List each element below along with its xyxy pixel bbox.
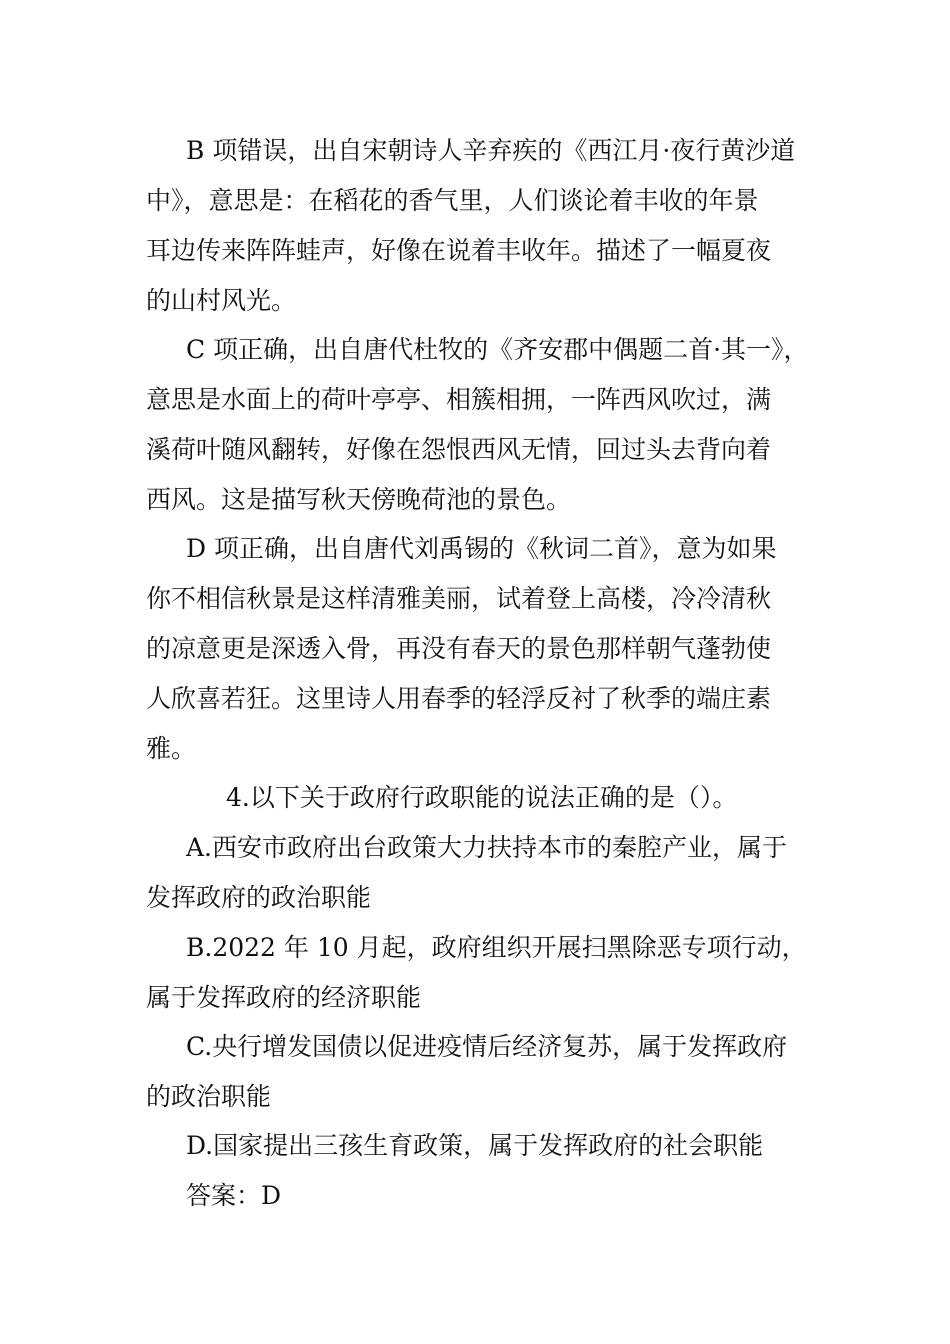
text-line: A.西安市政府出台政策大力扶持本市的秦腔产业，属于	[186, 833, 788, 862]
text-line: 西风。这是描写秋天傍晚荷池的景色。	[146, 485, 572, 514]
text-line: 的凉意更是深透入骨，再没有春天的景色那样朝气蓬勃使	[146, 634, 772, 663]
text-line: 发挥政府的政治职能	[146, 883, 372, 912]
text-line: B 项错误，出自宋朝诗人辛弃疾的《西江月·夜行黄沙道	[186, 136, 796, 165]
text-line: 雅。	[146, 734, 197, 763]
text-line: 人欣喜若狂。这里诗人用春季的轻浮反衬了秋季的端庄素	[146, 684, 772, 713]
text-line: 耳边传来阵阵蛙声，好像在说着丰收年。描述了一幅夏夜	[146, 236, 772, 265]
text-line: C 项正确，出自唐代杜牧的《齐安郡中偶题二首·其一》，	[186, 335, 809, 364]
text-line: D 项正确，出自唐代刘禹锡的《秋词二首》，意为如果	[186, 534, 777, 563]
text-line: 属于发挥政府的经济职能	[146, 983, 422, 1012]
text-line: 4.以下关于政府行政职能的说法正确的是（）。	[226, 783, 738, 812]
text-line: 溪荷叶随风翻转，好像在怨恨西风无情，回过头去背向着	[146, 435, 772, 464]
text-line: D.国家提出三孩生育政策，属于发挥政府的社会职能	[186, 1131, 764, 1160]
text-line: 的山村风光。	[146, 286, 297, 315]
text-line: 的政治职能	[146, 1082, 272, 1111]
text-line: 答案：D	[186, 1181, 282, 1210]
text-line: 中》，意思是：在稻花的香气里，人们谈论着丰收的年景	[146, 186, 759, 215]
text-line: 你不相信秋景是这样清雅美丽，试着登上高楼，冷冷清秋	[146, 584, 772, 613]
text-line: C.央行增发国债以促进疫情后经济复苏，属于发挥政府	[186, 1032, 788, 1061]
text-line: B.2022 年 10 月起，政府组织开展扫黑除恶专项行动，	[186, 933, 807, 962]
text-line: 意思是水面上的荷叶亭亭、相簇相拥，一阵西风吹过，满	[146, 385, 772, 414]
